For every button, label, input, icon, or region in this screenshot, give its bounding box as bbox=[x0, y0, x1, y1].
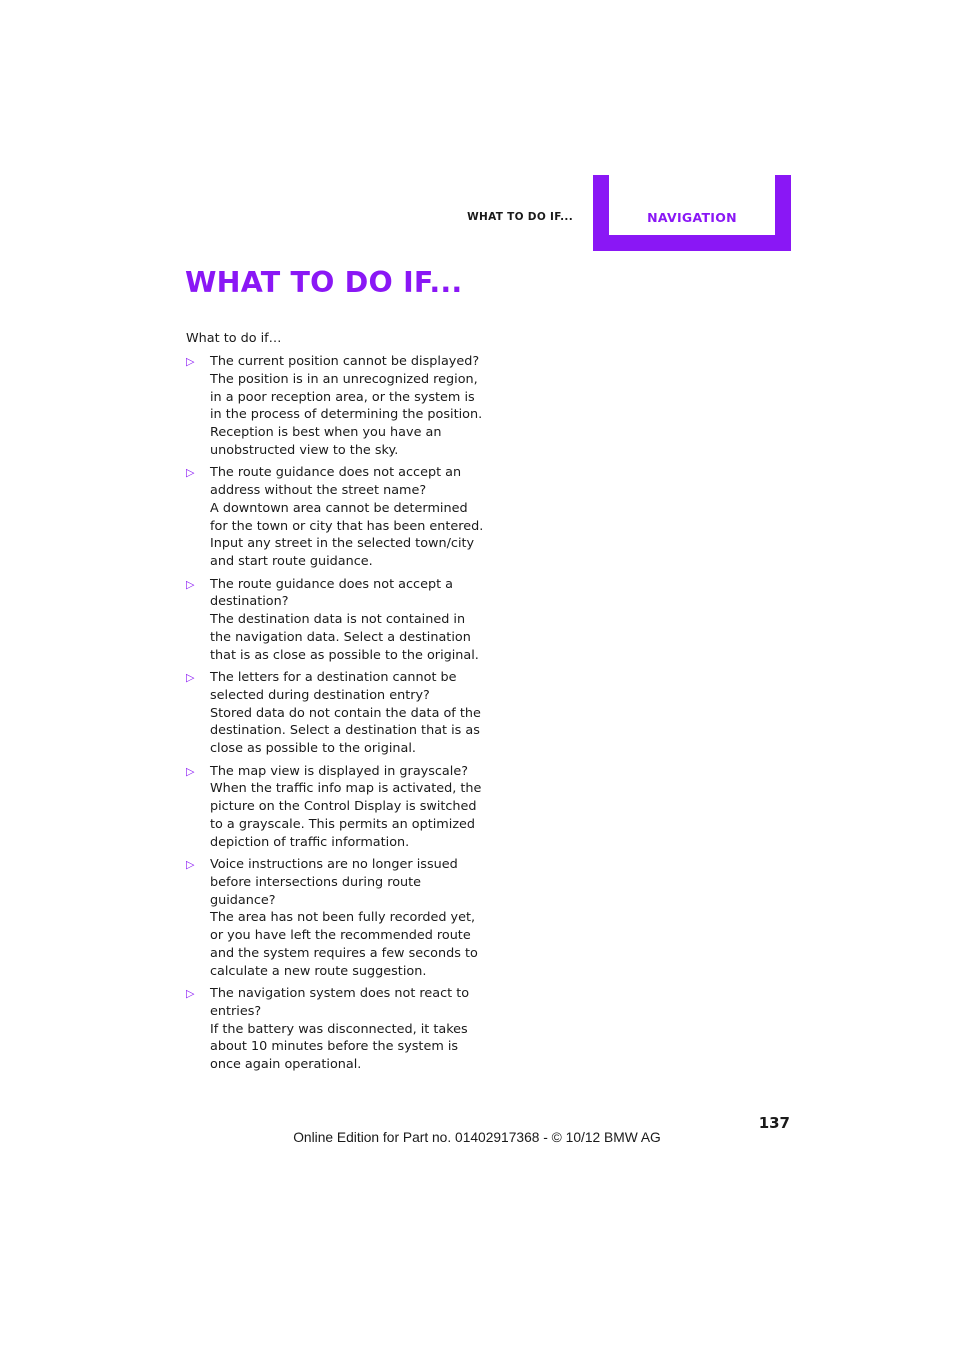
item-question: The route guidance does not accept an address without the street name? bbox=[210, 465, 462, 499]
triangle-right-icon: ▷ bbox=[186, 355, 195, 368]
item-answer: The destination data is not contained in the navigation data. Select a destination that is as close as possible to the original. bbox=[210, 612, 479, 663]
item-answer: Stored data do not contain the data of the destination. Select a destination that is as close as possible to the original. bbox=[210, 705, 481, 757]
intro-text: What to do if… bbox=[186, 331, 282, 346]
footer-edition-text: Online Edition for Part no. 01402917368 - © 10/12 BMW AG bbox=[293, 1130, 661, 1145]
triangle-right-icon: ▷ bbox=[186, 764, 195, 778]
page-title: WHAT TO DO IF... bbox=[185, 266, 463, 299]
item-question: The navigation system does not react to entries? bbox=[210, 986, 470, 1019]
item-answer: The position is in an unrecognized region, in a poor reception area, or the system is in the process of determining the position. Reception is best when you have an unobstructed view to the sky. bbox=[210, 371, 483, 458]
page-number: 137 bbox=[758, 1114, 790, 1132]
item-question: Voice instructions are no longer issued before intersections during route guidance? bbox=[210, 857, 458, 908]
list-item bbox=[186, 669, 486, 758]
section-header-label: WHAT TO DO IF... bbox=[467, 211, 573, 223]
item-question: The current position cannot be displayed? bbox=[210, 354, 480, 369]
item-question: The letters for a destination cannot be selected during destination entry? bbox=[210, 670, 457, 703]
list-item bbox=[186, 856, 486, 981]
troubleshooting-list bbox=[186, 353, 486, 1079]
navigation-chapter-label: NAVIGATION bbox=[647, 210, 737, 225]
item-answer: The area has not been fully recorded yet, or you have left the recommended route and the system requires a few seconds to calculate a new route suggestion. bbox=[210, 910, 478, 979]
item-answer: When the traffic info map is activated, the picture on the Control Display is switched to a grayscale. This permits an optimized depiction of traffic information. bbox=[210, 781, 482, 850]
list-item bbox=[186, 464, 486, 571]
item-question: The route guidance does not accept a destination? bbox=[210, 576, 454, 610]
list-item bbox=[186, 353, 486, 460]
triangle-right-icon: ▷ bbox=[186, 671, 195, 685]
triangle-right-icon: ▷ bbox=[186, 466, 195, 480]
triangle-right-icon: ▷ bbox=[186, 858, 195, 872]
list-item bbox=[186, 763, 486, 852]
item-answer: A downtown area cannot be determined for the town or city that has been entered. Input any street in the selected town/city and start route guidance. bbox=[210, 500, 484, 570]
triangle-right-icon: ▷ bbox=[186, 987, 195, 1001]
triangle-right-icon: ▷ bbox=[186, 577, 195, 591]
list-item bbox=[186, 576, 486, 665]
navigation-chapter-tab-inner bbox=[609, 175, 775, 235]
list-item bbox=[186, 985, 486, 1074]
item-question: The map view is displayed in grayscale? bbox=[210, 763, 468, 779]
item-answer: If the battery was disconnected, it takes about 10 minutes before the system is once again operational. bbox=[210, 1021, 468, 1073]
navigation-chapter-tab bbox=[593, 175, 791, 251]
